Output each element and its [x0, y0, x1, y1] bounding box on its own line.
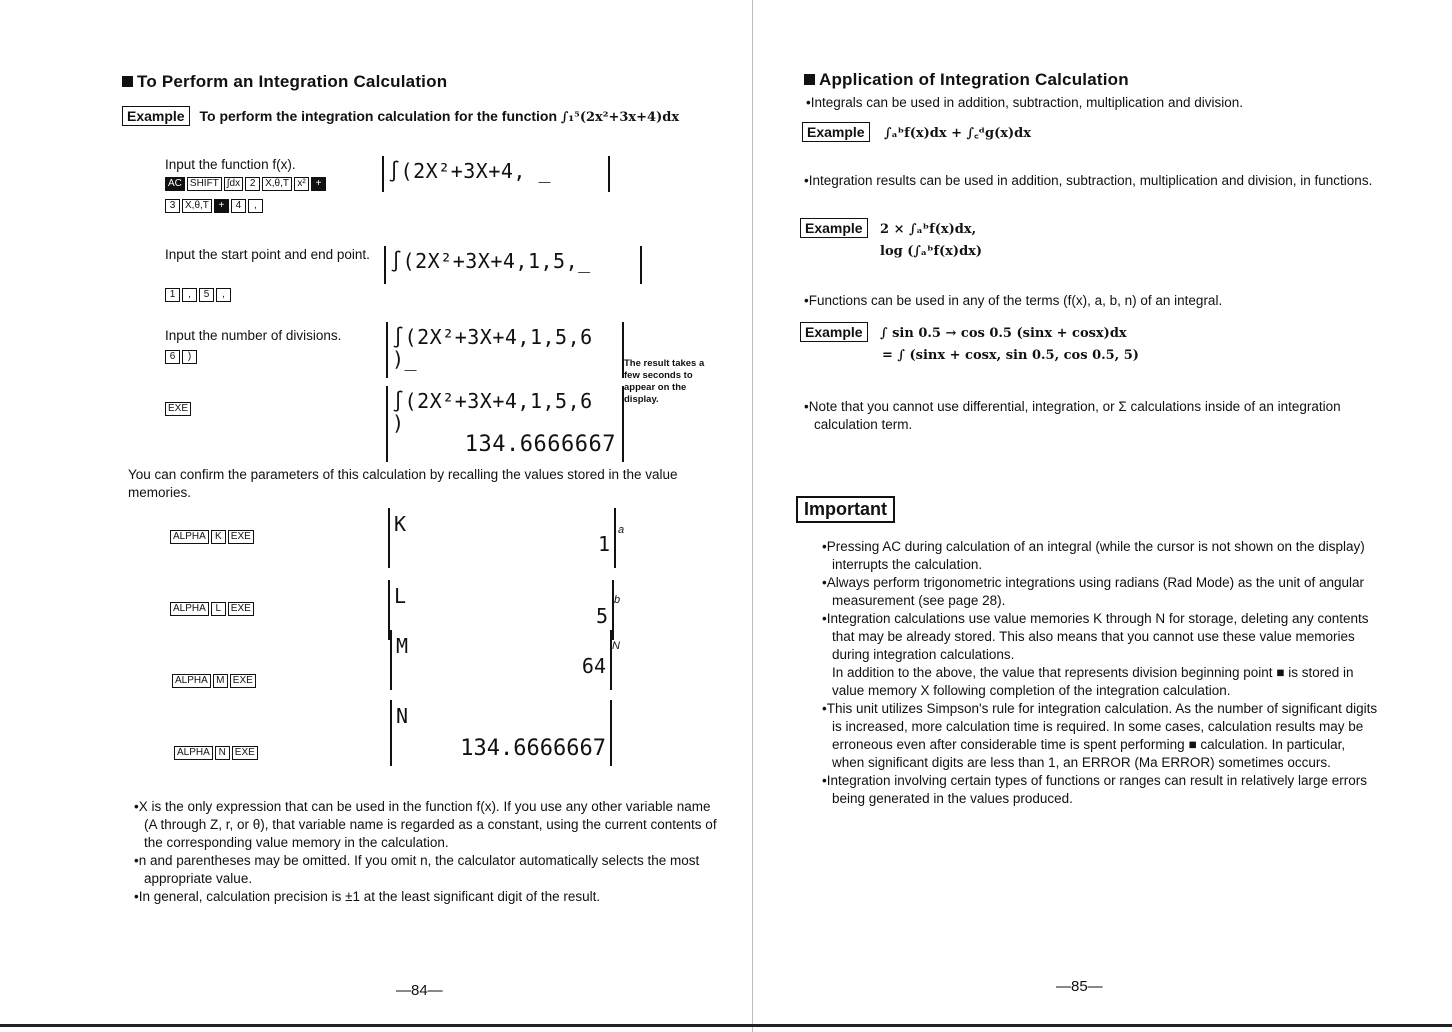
right-bullet-2: •Integration results can be used in addition, subtraction, multiplication and division, in functions.	[804, 173, 1373, 188]
key-exe: EXE	[165, 402, 191, 416]
example-2-line1: 2 × ∫ₐᵇf(x)dx,	[880, 222, 977, 237]
memory-k-sub: a	[618, 524, 625, 536]
confirm-text: You can confirm the parameters of this calculation by recalling the values stored in the value memories.	[128, 467, 678, 500]
memory-m-keys	[172, 674, 258, 688]
key-x-squared: x²	[294, 177, 309, 191]
key-comma: ,	[182, 288, 197, 302]
key-comma: ,	[248, 199, 263, 213]
memory-m-sub: N	[612, 640, 620, 652]
key-comma: ,	[216, 288, 231, 302]
step3-keys	[165, 350, 199, 364]
example-label: Example	[802, 122, 870, 142]
result-value: 134.6666667	[464, 432, 616, 457]
example-1-math: ∫ₐᵇf(x)dx + ∫꜀ᵈg(x)dx	[884, 126, 1032, 141]
step1-text: Input the function f(x).	[165, 157, 296, 172]
key-ac: AC	[165, 177, 185, 191]
memory-l-display: L 5	[388, 580, 614, 640]
step3-text: Input the number of divisions.	[165, 328, 342, 343]
step1-keys-row2	[165, 199, 265, 213]
exe-keys	[165, 402, 193, 416]
right-bullet-1: •Integrals can be used in addition, subtraction, multiplication and division.	[806, 95, 1243, 110]
memory-n-keys	[174, 746, 260, 760]
key-exe: EXE	[230, 674, 256, 688]
key-exe: EXE	[228, 530, 254, 544]
example-label: Example	[800, 218, 868, 238]
memory-m-display: M 64	[390, 630, 612, 690]
page-number-85: —85—	[1056, 978, 1103, 995]
important-item: •Always perform trigonometric integrations using radians (Rad Mode) as the unit of angular measurement (see page 28).	[822, 575, 1364, 608]
memory-n-display: N 134.6666667	[390, 700, 612, 766]
memory-l-keys	[170, 602, 256, 616]
key-2: 2	[245, 177, 260, 191]
memory-k-keys	[170, 530, 256, 544]
step1-keys-row1	[165, 177, 328, 191]
notes-list	[130, 798, 718, 906]
right-bullet-3: •Functions can be used in any of the terms (f(x), a, b, n) of an integral.	[804, 293, 1223, 308]
left-heading: To Perform an Integration Calculation	[122, 72, 447, 92]
key-exe: EXE	[232, 746, 258, 760]
key-xthetat: X,θ,T	[262, 177, 292, 191]
display-result: ∫(2X²+3X+4,1,5,6 ) 134.6666667	[386, 386, 624, 462]
key-1: 1	[165, 288, 180, 302]
important-item: •Integration calculations use value memories K through N for storage, deleting any contents that may be already stored. This also means that you cannot use these value memories during integration calculations.	[822, 611, 1369, 662]
key-4: 4	[231, 199, 246, 213]
square-bullet-icon	[804, 74, 815, 85]
key-alpha: ALPHA	[170, 602, 209, 616]
important-item: •Pressing AC during calculation of an integral (while the cursor is not shown on the display) interrupts the calculation.	[822, 539, 1365, 572]
example-3-line1: ∫ sin 0.5 → cos 0.5 (sinx + cosx)dx	[880, 326, 1127, 341]
key-close-paren: )	[182, 350, 197, 364]
memory-l-sub: b	[614, 594, 621, 606]
key-plus: +	[214, 199, 229, 213]
key-exe: EXE	[228, 602, 254, 616]
example-1	[802, 122, 1031, 142]
square-bullet-icon	[122, 76, 133, 87]
note-item: •n and parentheses may be omitted. If you omit n, the calculator automatically selects the most appropriate value.	[134, 853, 700, 886]
important-item: •Integration involving certain types of functions or ranges can result in relatively large errors being generated in the values produced.	[822, 773, 1368, 806]
key-m: M	[213, 674, 228, 688]
result-time-note: The result takes a few seconds to appear on the display.	[624, 358, 705, 405]
example-math: ∫₁⁵(2x²+3x+4)dx	[560, 110, 680, 125]
key-l: L	[211, 602, 226, 616]
important-label: Important	[796, 496, 895, 523]
important-item: In addition to the above, the value that represents division beginning point ■ is stored in value memory X following completion of the integration calculation.	[832, 665, 1354, 698]
key-shift: SHIFT	[187, 177, 222, 191]
key-n: N	[215, 746, 230, 760]
page-number-84: —84—	[396, 982, 443, 999]
important-item: •This unit utilizes Simpson's rule for integration calculation. As the number of significant digits is increased, more calculation time is required. In some cases, calculation results may be erroneous even after considerable time is spent performing ■ calculation. In particular, when significant digits are less than 1, an ERROR (Ma ERROR) sometimes occurs.	[822, 701, 1378, 770]
example-2-line2: log (∫ₐᵇf(x)dx)	[880, 244, 983, 259]
step2-keys	[165, 288, 233, 302]
example-3	[800, 322, 1127, 342]
key-alpha: ALPHA	[174, 746, 213, 760]
display-step2: ∫(2X²+3X+4,1,5,_	[384, 246, 642, 284]
example-label: Example	[800, 322, 868, 342]
key-alpha: ALPHA	[170, 530, 209, 544]
display-step3: ∫(2X²+3X+4,1,5,6 )_	[386, 322, 624, 378]
memory-k-display: K 1	[388, 508, 616, 568]
key-integral: ∫dx	[224, 177, 243, 191]
page-85	[760, 0, 1452, 1032]
example-text: To perform the integration calculation for the function	[199, 108, 558, 124]
key-plus: +	[311, 177, 326, 191]
right-heading: Application of Integration Calculation	[804, 70, 1129, 90]
note-item: •X is the only expression that can be used in the function f(x). If you use any other variable name (A through Z, r, or θ), that variable name is regarded as a constant, using the current contents of the corresponding value memory in the calculation.	[134, 799, 717, 850]
key-5: 5	[199, 288, 214, 302]
example-label: Example	[122, 106, 190, 126]
step2-text: Input the start point and end point.	[165, 247, 370, 262]
page-spine	[752, 0, 753, 1032]
example-line	[122, 106, 679, 126]
display-step1: ∫(2X²+3X+4, _	[382, 156, 610, 192]
key-6: 6	[165, 350, 180, 364]
important-list	[818, 538, 1378, 808]
key-xthetat: X,θ,T	[182, 199, 212, 213]
key-k: K	[211, 530, 226, 544]
note-item: •In general, calculation precision is ±1 at the least significant digit of the result.	[134, 889, 601, 904]
key-3: 3	[165, 199, 180, 213]
example-3-line2: = ∫ (sinx + cosx, sin 0.5, cos 0.5, 5)	[882, 348, 1139, 363]
example-2	[800, 218, 976, 238]
right-bullet-4: •Note that you cannot use differential, integration, or Σ calculations inside of an integration calculation term.	[804, 399, 1341, 432]
key-alpha: ALPHA	[172, 674, 211, 688]
